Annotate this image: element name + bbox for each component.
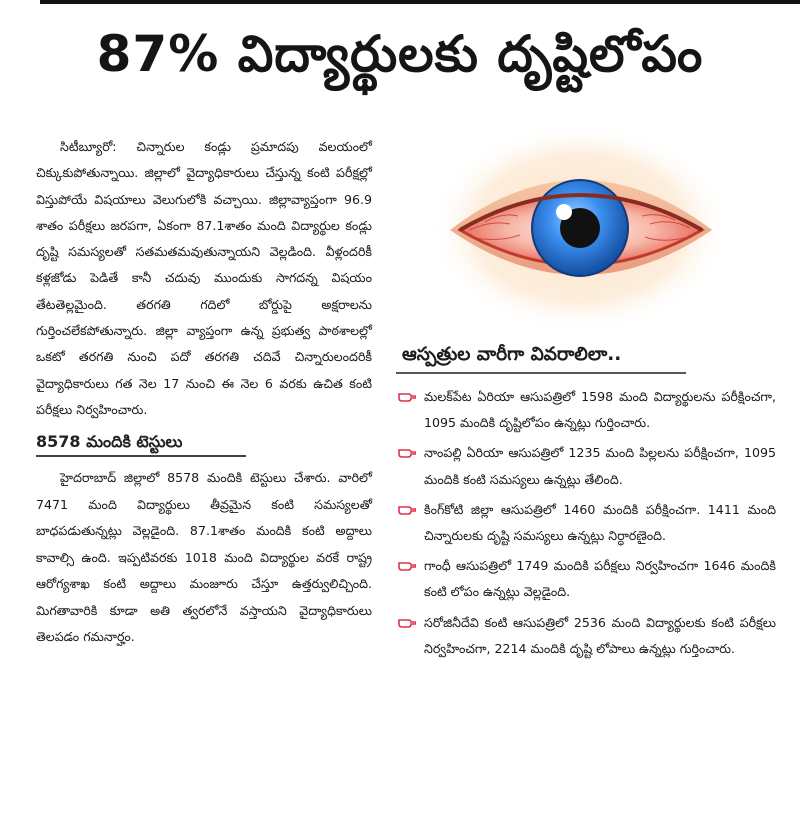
hospital-section-title: ఆస్పత్రుల వారీగా వివరాలిలా.. bbox=[402, 344, 622, 365]
subheading-rule bbox=[36, 455, 246, 457]
list-item-text: కింగ్‌కోటి జిల్లా ఆసుపత్రిలో 1460 మందికి పరీక్షించగా. 1411 మంది చిన్నారులకు దృష్టి సమస్యలు ఉన్నట్లు నిర్ధారణైంది. bbox=[424, 501, 776, 544]
intro-paragraph: సిటీబ్యూరో: చిన్నారుల కండ్లు ప్రమాదపు వలయంలో చిక్కుకుపోతున్నాయి. జిల్లాలో వైద్యాధికారులు చేస్తున్న కంటి పరీక్షల్లో విస్తుపోయే విషయాలు వెలుగులోకి వచ్చాయి. జిల్లావ్యాప్తంగా 96.9 శాతం పరీక్షలు జరపగా, ఏకంగా 87.1శాతం మంది విద్యార్థుల కండ్లు దృష్టి సమస్యలతో సతమతమవుతున్నాయని వెల్లడింది. వీళ్లందరికీ కళ్లజోడు పెడితే కానీ చదువు ముందుకు సాగదన్న విషయం తేటతెల్లమైంది. తరగతి గదిలో బోర్డుపై అక్షరాలను గుర్తించలేకపోతున్నారు. జిల్లా వ్యాప్తంగా ఉన్న ప్రభుత్వ పాఠశాలల్లో ఒకటో తరగతి నుంచి పదో తరగతి చదివే చిన్నారులందరికీ వైద్యాధికారులు గత నెల 17 నుంచి ఈ నెల 6 వరకు ఉచిత కంటి పరీక్షలు నిర్వహించారు. bbox=[36, 139, 372, 417]
list-item bbox=[396, 610, 776, 662]
list-item bbox=[396, 384, 776, 436]
pointing-hand-icon bbox=[398, 557, 416, 571]
list-item bbox=[396, 553, 776, 605]
list-item-text: గాంధీ ఆసుపత్రిలో 1749 మందికి పరీక్షలు నిర్వహించగా 1646 మందికి కంటి లోపం ఉన్నట్లు వెల్లడైంది. bbox=[424, 558, 776, 600]
pointing-hand-icon bbox=[398, 444, 416, 458]
list-item bbox=[396, 497, 776, 549]
subheading: 8578 మందికి టెస్టులు bbox=[36, 432, 183, 452]
list-item bbox=[396, 440, 776, 492]
red-eye-icon bbox=[430, 120, 730, 335]
headline: 87% విద్యార్థులకు దృష్టిలోపం bbox=[96, 25, 704, 83]
pointing-hand-icon bbox=[398, 388, 416, 402]
eye-illustration bbox=[430, 120, 730, 335]
section-rule bbox=[396, 372, 686, 374]
top-rule bbox=[40, 0, 800, 4]
right-column bbox=[396, 338, 776, 666]
list-item-text: నాంపల్లి ఏరియా ఆసుపత్రిలో 1235 మంది పిల్లలను పరీక్షించగా, 1095 మందికి కంటి సమస్యలు ఉన్నట్లు తేలింది. bbox=[424, 445, 776, 487]
list-item-text: మలక్‌పేట ఏరియా ఆసుపత్రిలో 1598 మంది విద్యార్థులను పరీక్షించగా, 1095 మందికి దృష్టిలోపం ఉన్నట్లు గుర్తించారు. bbox=[424, 389, 776, 431]
pointing-hand-icon bbox=[398, 501, 416, 515]
left-column bbox=[36, 134, 372, 651]
pointing-hand-icon bbox=[398, 614, 416, 628]
list-item-text: సరోజినీదేవి కంటి ఆసుపత్రిలో 2536 మంది విద్యార్థులకు కంటి పరీక్షలు నిర్వహించగా, 2214 మందికి దృష్టి లోపాలు ఉన్నట్లు గుర్తించారు. bbox=[424, 614, 776, 656]
body-paragraph: హైదరాబాద్ జిల్లాలో 8578 మందికి టెస్టులు చేశారు. వారిలో 7471 మంది విద్యార్థులు తీవ్రమైన కంటి సమస్యలతో బాధపడుతున్నట్లు వెల్లడైంది. 87.1శాతం మందికి కంటి అద్దాలు కావాల్సి ఉంది. ఇప్పటివరకు 1018 మంది విద్యార్థుల వరకే రాష్ట్ర ఆరోగ్యశాఖ కంటి అద్దాలు మంజూరు చేస్తూ ఉత్తర్వులిచ్చింది. మిగతావారికి కూడా అతి త్వరలోనే వస్తాయని వైద్యాధికారులు తెలపడం గమనార్హం. bbox=[36, 470, 372, 645]
